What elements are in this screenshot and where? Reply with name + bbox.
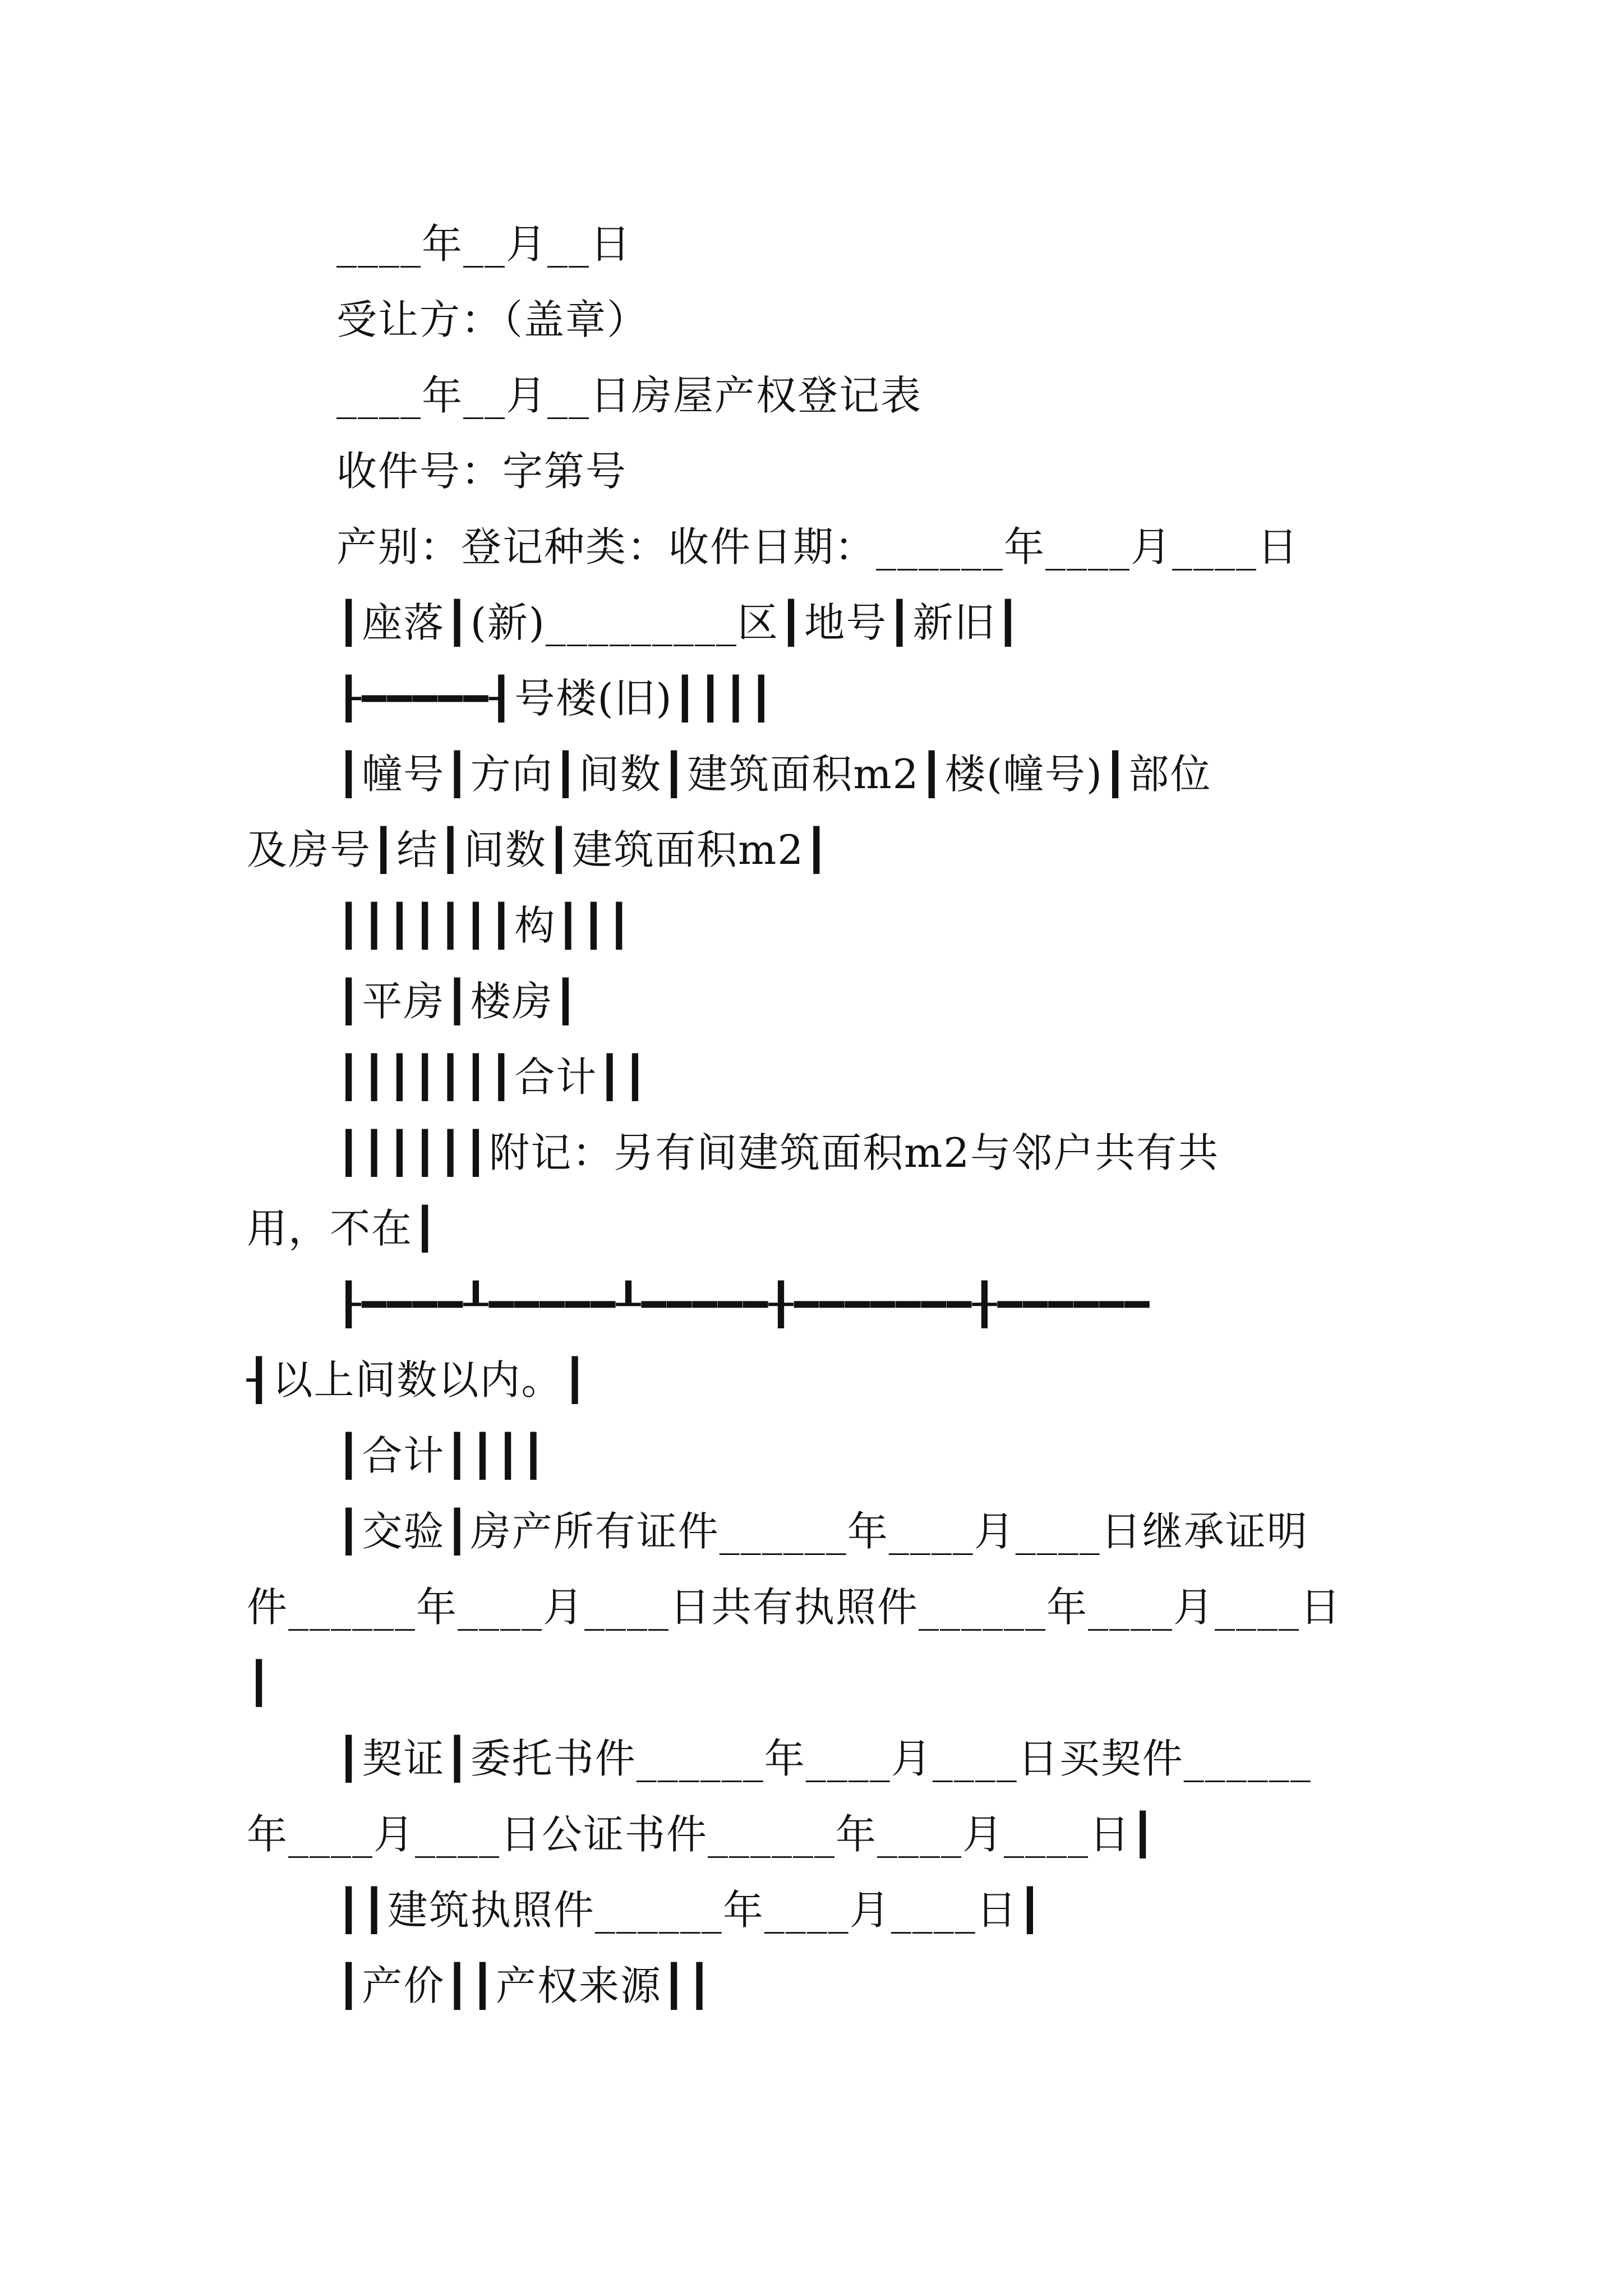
table-header-row-2: 及房号┃结┃间数┃建筑面积m2┃: [247, 826, 830, 873]
form-title-line: ____年__月__日房屋产权登记表: [336, 372, 923, 419]
table-row-total: ┃┃┃┃┃┃┃合计┃┃: [336, 1053, 649, 1101]
table-row-deed-cont: 年____月____日公证书件______年____月____日┃: [247, 1811, 1156, 1858]
table-row-location: ┃座落┃(新)_________区┃地号┃新旧┃: [336, 599, 1021, 646]
table-row-sum: ┃合计┃┃┃┃: [336, 1432, 547, 1479]
table-header-row-1: ┃幢号┃方向┃间数┃建筑面积m2┃楼(幢号)┃部位: [336, 751, 1212, 798]
table-row-note: ┃┃┃┃┃┃附记：另有间建筑面积m2与邻户共有共: [336, 1129, 1220, 1176]
table-row-price: ┃产价┃┃产权来源┃┃: [336, 1962, 713, 2009]
table-row-within: ┨以上间数以内。┃: [247, 1356, 588, 1404]
date-line-1: ____年__月__日: [336, 220, 632, 268]
table-row-house-type: ┃平房┃楼房┃: [336, 978, 579, 1025]
table-row-permit: ┃┃建筑执照件______年____月____日┃: [336, 1887, 1044, 1934]
table-row-building: ┠━━━━━┨号楼(旧)┃┃┃┃: [336, 675, 775, 722]
category-line: 产别：登记种类：收件日期：______年____月____日: [336, 523, 1299, 570]
table-row-deed: ┃契证┃委托书件______年____月____日买契件______: [336, 1735, 1312, 1782]
table-row-note-cont: 用，不在┃: [247, 1205, 439, 1252]
table-rule-line: ┠━━━━┸━━━━━┸━━━━━╂━━━━━━━╂━━━━━━: [336, 1281, 1151, 1328]
transferee-seal-line: 受让方：（盖章）: [336, 296, 649, 343]
table-row-structure: ┃┃┃┃┃┃┃构┃┃┃: [336, 902, 633, 949]
table-row-inspection-cont: 件______年____月____日共有执照件______年____月____日: [247, 1584, 1342, 1631]
table-row-inspection: ┃交验┃房产所有证件______年____月____日继承证明: [336, 1508, 1308, 1555]
table-row-inspection-end: ┃: [247, 1659, 273, 1706]
receipt-number-line: 收件号：字第号: [336, 448, 628, 495]
